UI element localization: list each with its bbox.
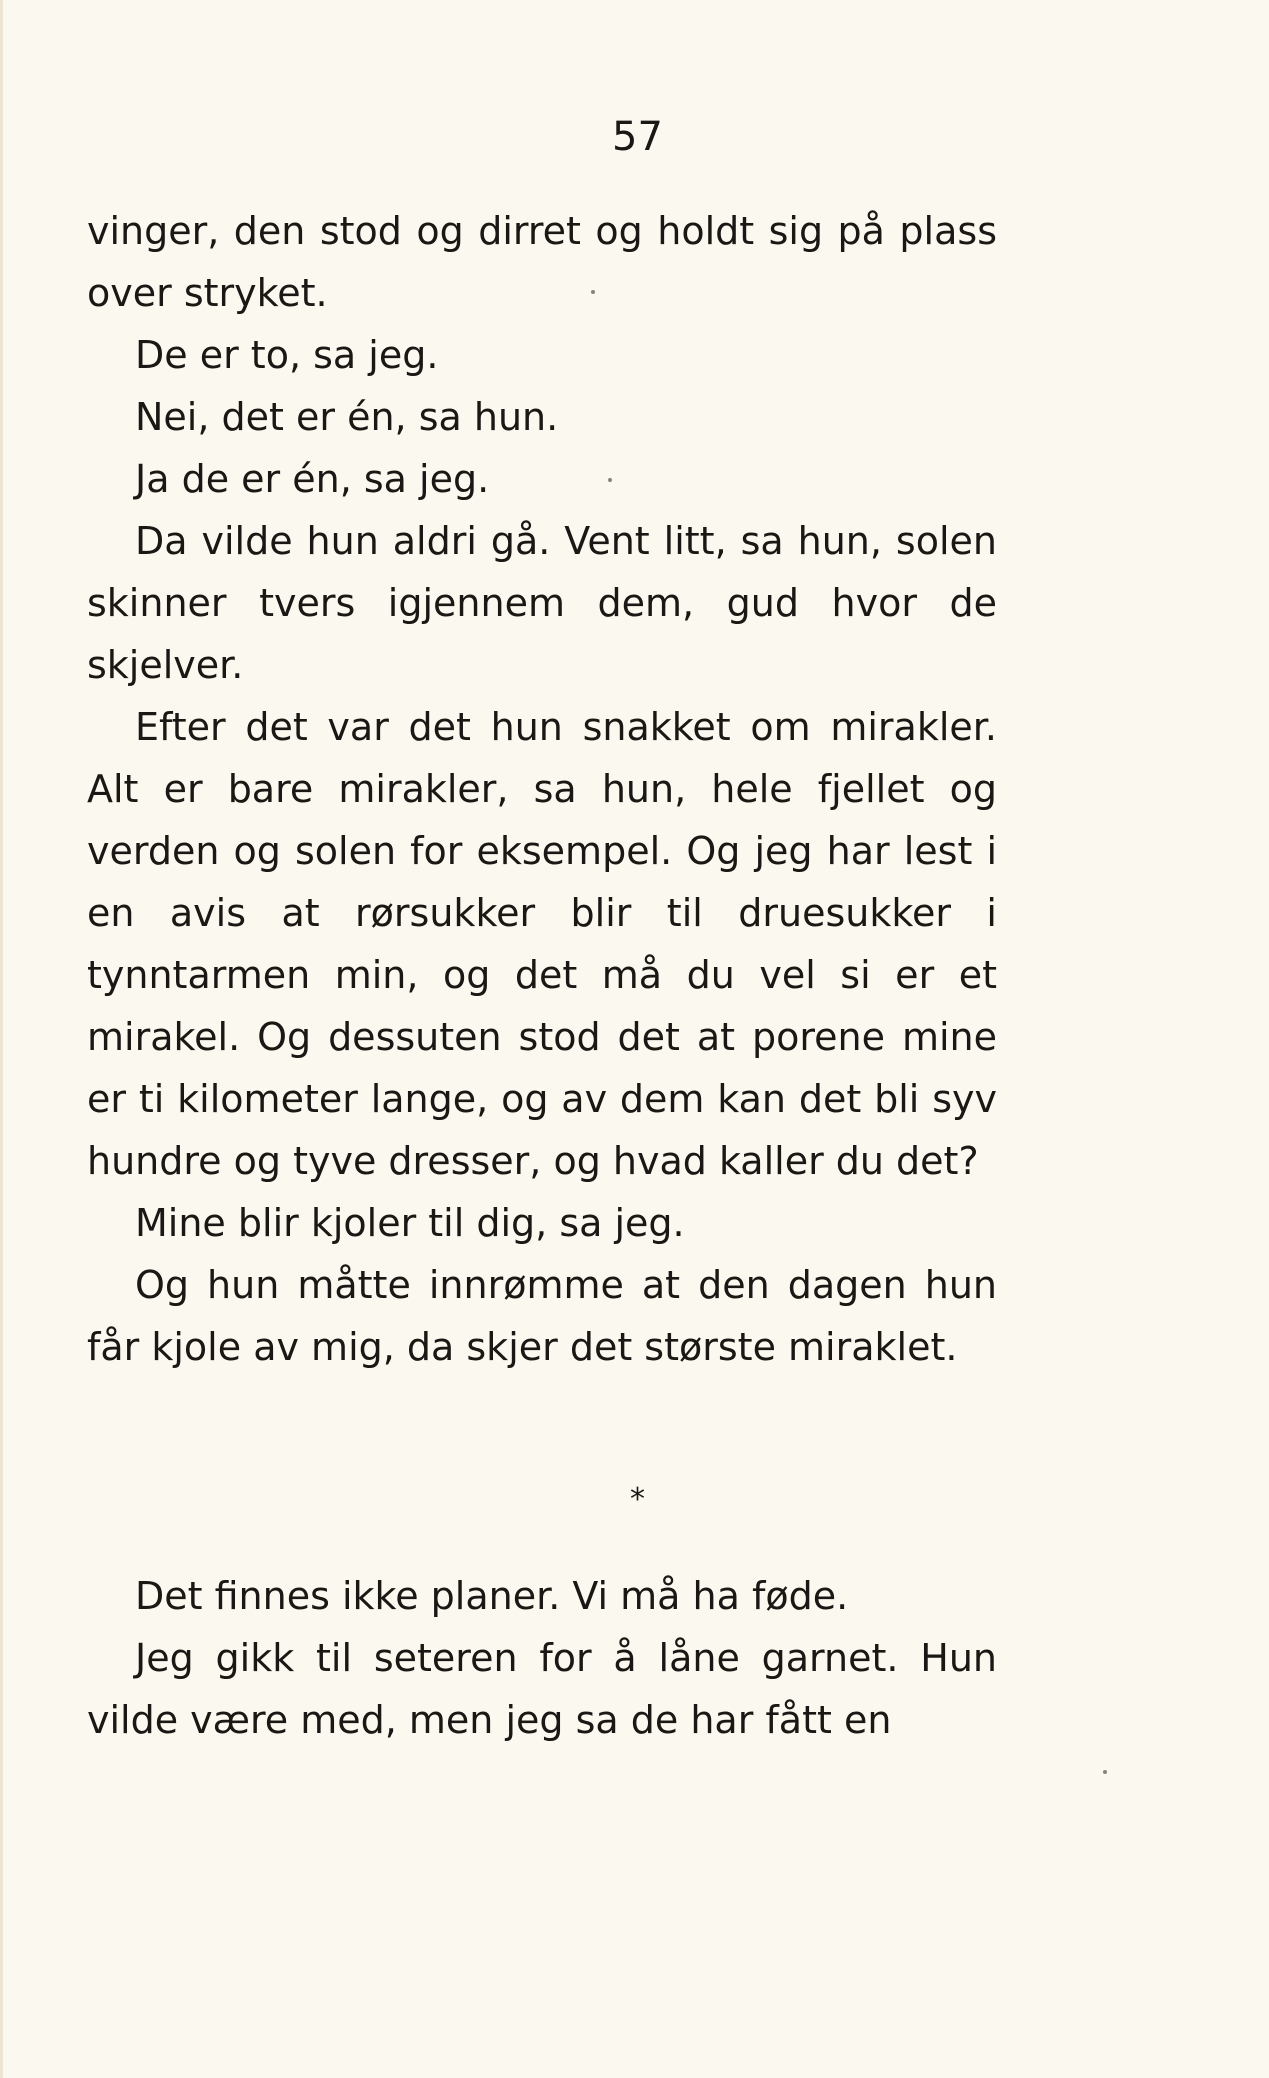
paragraph: vinger, den stod og dirret og holdt sig på plass over stryket.: [87, 209, 997, 315]
paragraph: Det finnes ikke planer. Vi må ha føde.: [135, 1574, 849, 1618]
paper-speck: [1103, 1770, 1107, 1774]
paragraph: Mine blir kjoler til dig, sa jeg.: [135, 1201, 685, 1245]
paragraph: De er to, sa jeg.: [135, 333, 439, 377]
paragraph: Ja de er én, sa jeg.: [135, 457, 490, 501]
paper-speck: [591, 290, 595, 294]
paper-speck: [608, 478, 612, 482]
paragraph: Nei, det er én, sa hun.: [135, 395, 559, 439]
section-separator: *: [630, 1482, 645, 1517]
page-number: 57: [612, 114, 663, 160]
paragraph: Jeg gikk til seteren for å låne garnet. Hun vilde være med, men jeg sa de har fått en: [87, 1636, 997, 1742]
text-section-1: [87, 200, 997, 1378]
paragraph: Da vilde hun aldri gå. Vent litt, sa hun, solen skinner tvers igjennem dem, gud hvor de skjelver.: [87, 519, 997, 687]
paragraph: Og hun måtte innrømme at den dagen hun får kjole av mig, da skjer det største miraklet.: [87, 1263, 997, 1369]
text-section-2: [87, 1565, 997, 1751]
paragraph: Efter det var det hun snakket om mirakler. Alt er bare mirakler, sa hun, hele fjellet og verden og solen for eksempel. Og jeg har lest i en avis at rørsukker blir til druesukker i tynntarmen min, og det må du vel si er et mirakel. Og dessuten stod det at porene mine er ti kilometer lange, og av dem kan det bli syv hundre og tyve dresser, og hvad kaller du det?: [87, 705, 997, 1183]
